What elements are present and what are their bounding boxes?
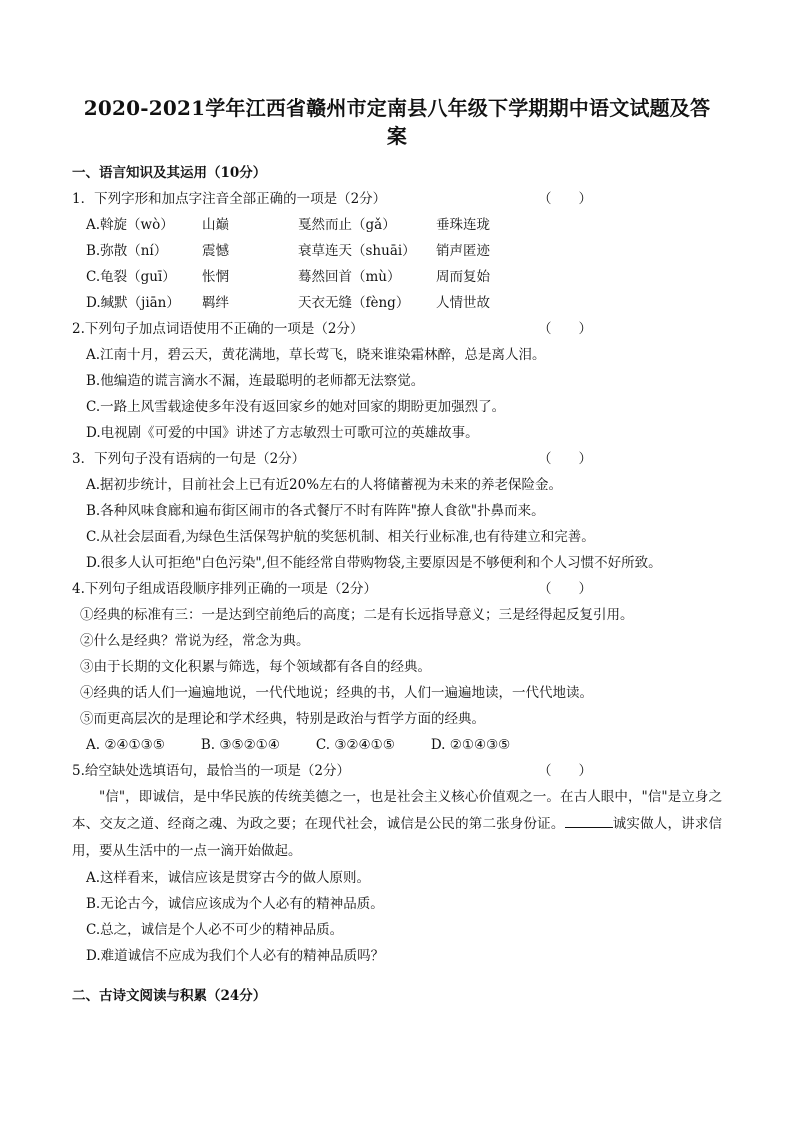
option-part: B.弥散（ní） — [86, 243, 168, 259]
question-4-sentence-2: ②什么是经典？常说为经，常念为典。 — [80, 633, 310, 649]
option-part: 销声匿迹 — [436, 243, 490, 259]
question-1-option-d — [72, 290, 722, 316]
question-3-option-b: B.各种风味食廊和遍布街区闹市的各式餐厅不时有阵阵"撩人食欲"扑鼻而来。 — [86, 503, 545, 519]
passage-text-after: 诚实做人，讲求信用，要从生活中的一点一滴开始做起。 — [72, 816, 723, 859]
question-3-stem — [72, 446, 722, 472]
section-heading-2: 二、古诗文阅读与积累（24分） — [72, 988, 267, 1004]
option-part: C.龟裂（guī） — [86, 269, 176, 285]
question-4-sentence-4: ④经典的话人们一遍遍地说，一代代地说；经典的书，人们一遍遍地读，一代代地读。 — [80, 685, 593, 701]
question-5-option-a: A.这样看来，诚信应该是贯穿古今的做人原则。 — [86, 870, 371, 886]
question-3-option-d: D.很多人认可拒绝"白色污染",但不能经常自带购物袋,主要原因是不够便利和个人习惯不好所致。 — [86, 555, 662, 571]
fill-in-blank — [565, 813, 613, 828]
question-5-option-b: B.无论古今，诚信应该成为个人必有的精神品质。 — [86, 896, 384, 912]
question-5-passage — [72, 784, 722, 865]
question-4-text: 4.下列句子组成语段顺序排列正确的一项是（2分） — [72, 581, 377, 597]
question-1-answer-blank: （ ） — [538, 191, 592, 207]
question-4-sentence-5: ⑤而更高层次的是理论和学术经典，特别是政治与哲学方面的经典。 — [80, 711, 485, 727]
option-part: 天衣无缝（fèng） — [298, 295, 410, 311]
question-4-choices — [72, 732, 722, 758]
question-4-choice-d: D. ②①④③⑤ — [430, 737, 511, 753]
page-title — [72, 94, 722, 150]
question-2-stem — [72, 316, 722, 342]
question-1-option-a — [72, 212, 722, 238]
option-part: 衰草连天（shuāi） — [298, 243, 416, 259]
question-5-stem — [72, 758, 722, 784]
question-4-sentence-3: ③由于长期的文化积累与筛选，每个领域都有各自的经典。 — [80, 659, 431, 675]
question-4-answer-blank: （ ） — [538, 581, 592, 597]
question-4-choice-b: B. ③⑤②①④ — [200, 737, 280, 753]
question-4-choice-a: A. ②④①③⑤ — [86, 737, 165, 753]
question-2-option-d: D.电视剧《可爱的中国》讲述了方志敏烈士可歌可泣的英雄故事。 — [86, 425, 479, 441]
question-4-sentence-1: ①经典的标准有三：一是达到空前绝后的高度；二是有长远指导意义；三是经得起反复引用。 — [80, 607, 634, 623]
option-part: 戛然而止（gǎ） — [298, 217, 396, 233]
option-part: 周而复始 — [436, 269, 490, 285]
title-line-1: 2020-2021学年江西省赣州市定南县八年级下学期期中语文试题及答 — [83, 96, 711, 120]
question-4-stem — [72, 576, 722, 602]
option-part: 震憾 — [202, 243, 229, 259]
question-3-option-c: C.从社会层面看,为绿色生活保驾护航的奖惩机制、相关行业标准,也有待建立和完善。 — [86, 529, 595, 545]
question-3-text: 3．下列句子没有语病的一句是（2分） — [72, 451, 306, 467]
question-5-option-d: D.难道诚信不应成为我们个人必有的精神品质吗？ — [86, 948, 385, 964]
question-2-answer-blank: （ ） — [538, 321, 592, 337]
option-part: 蓦然回首（mù） — [298, 269, 401, 285]
question-3-option-a: A.据初步统计，目前社会上已有近20%左右的人将储蓄视为未来的养老保险金。 — [86, 477, 563, 493]
title-line-2: 案 — [386, 124, 408, 148]
question-5-text: 5.给空缺处选填语句，最恰当的一项是（2分） — [72, 763, 350, 779]
passage-text-before: "信"，即诚信，是中华民族的传统美德之一，也是社会主义核心价值观之一。在古人眼中，"信"是立身之本、交友之道、经商之魂、为政之要；在现代社会，诚信是公民的第二张身份证。 — [72, 789, 722, 832]
option-part: D.缄默（jiān） — [86, 295, 180, 311]
option-part: A.斡旋（wò） — [86, 217, 174, 233]
question-2-option-b: B.他编造的谎言滴水不漏，连最聪明的老师都无法察觉。 — [86, 373, 425, 389]
question-1-text: 1．下列字形和加点字注音全部正确的一项是（2分） — [72, 191, 387, 207]
question-4-choice-c: C. ③②④①⑤ — [315, 737, 395, 753]
option-part: 羁绊 — [202, 295, 229, 311]
option-part: 人情世故 — [436, 295, 490, 311]
question-2-text: 2.下列句子加点词语使用不正确的一项是（2分） — [72, 321, 364, 337]
question-5-option-c: C.总之，诚信是个人必不可少的精神品质。 — [86, 922, 344, 938]
question-2-option-c: C.一路上风雪载途使多年没有返回家乡的她对回家的期盼更加强烈了。 — [86, 399, 506, 415]
question-1-option-b — [72, 238, 722, 264]
question-5-answer-blank: （ ） — [538, 763, 592, 779]
section-heading-1: 一、语言知识及其运用（10分） — [72, 165, 267, 181]
question-1-option-c — [72, 264, 722, 290]
question-3-answer-blank: （ ） — [538, 451, 592, 467]
option-part: 山巅 — [202, 217, 229, 233]
option-part: 怅惘 — [202, 269, 229, 285]
question-1-stem — [72, 186, 722, 212]
question-2-option-a: A.江南十月，碧云天，黄花满地，草长莺飞，晓来谁染霜林醉，总是离人泪。 — [86, 347, 546, 363]
option-part: 垂珠连珑 — [436, 217, 490, 233]
